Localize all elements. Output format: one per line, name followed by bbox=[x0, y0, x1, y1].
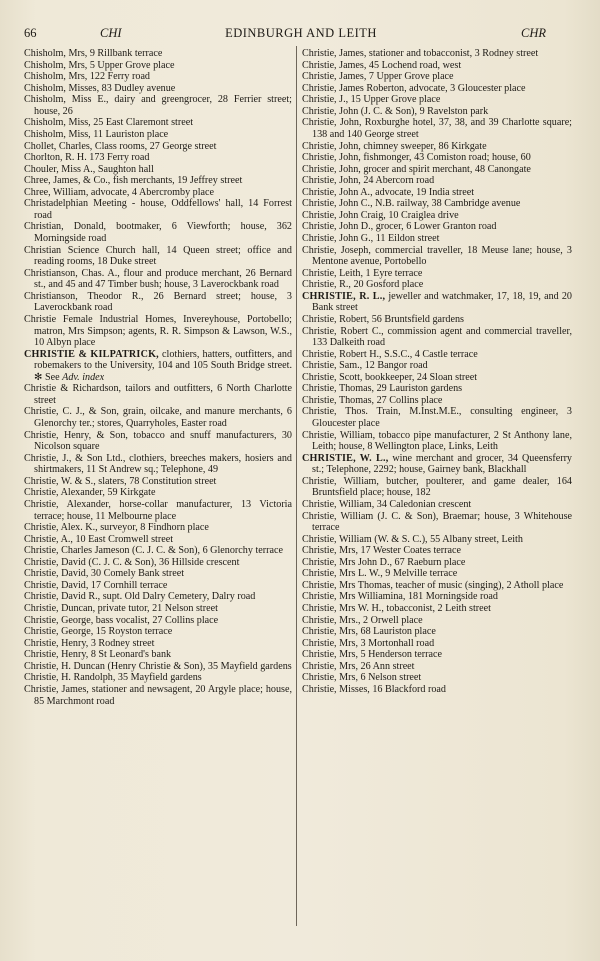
entry-text: Christie, William, butcher, poulterer, and game dealer, 164 Bruntsfield place; house, 182 bbox=[302, 475, 572, 499]
directory-entry bbox=[302, 568, 572, 580]
directory-entry bbox=[302, 511, 572, 534]
entry-text: Christie, James Roberton, advocate, 3 Gloucester place bbox=[302, 82, 526, 94]
entry-text: Christie, Robert C., commission agent and commercial traveller, 133 Dalkeith road bbox=[302, 325, 572, 349]
entry-text: Christie, William (W. & S. C.), 55 Albany street, Leith bbox=[302, 533, 523, 545]
directory-entry bbox=[302, 499, 572, 511]
directory-entry bbox=[24, 557, 292, 569]
directory-entry bbox=[302, 221, 572, 233]
directory-entry bbox=[302, 580, 572, 592]
entry-text: Christie, John Craig, 10 Craiglea drive bbox=[302, 209, 459, 221]
left-running-key: CHI bbox=[100, 26, 122, 40]
directory-entry bbox=[302, 603, 572, 615]
entry-text: Christian, Donald, bootmaker, 6 Viewforth; house, 362 Morningside road bbox=[24, 221, 292, 244]
directory-entry bbox=[24, 661, 292, 673]
entry-italic-note: Adv. index bbox=[62, 371, 105, 383]
entry-text: Christie, H. Randolph, 35 Mayfield gardens bbox=[24, 672, 202, 684]
directory-entry bbox=[302, 198, 572, 210]
entry-text: clothiers, hatters, outfitters, and robemakers to the University, 104 and 105 South Bridge street. ✻ See bbox=[34, 348, 293, 383]
entry-text: Chollet, Charles, Class rooms, 27 George street bbox=[24, 140, 217, 152]
entry-text: Christie, John, grocer and spirit merchant, 48 Canongate bbox=[302, 163, 531, 175]
directory-entry bbox=[24, 453, 292, 476]
entry-text: Christie, H. Duncan (Henry Christie & Son), 35 Mayfield gardens bbox=[24, 660, 292, 672]
directory-entry bbox=[24, 48, 292, 60]
directory-entry bbox=[302, 360, 572, 372]
directory-entry bbox=[24, 649, 292, 661]
entry-text: Christie, Mrs, 3 Mortonhall road bbox=[302, 637, 435, 649]
directory-entry bbox=[302, 672, 572, 684]
directory-entry bbox=[302, 383, 572, 395]
directory-entry bbox=[302, 175, 572, 187]
entry-text: Christie, Duncan, private tutor, 21 Nelson street bbox=[24, 603, 218, 614]
entry-text: Christie, Sam., 12 Bangor road bbox=[302, 360, 428, 372]
entry-text: Christie, David (C. J. C. & Son), 36 Hillside crescent bbox=[24, 556, 240, 568]
directory-entry bbox=[302, 453, 572, 476]
directory-entry bbox=[302, 291, 572, 314]
entry-text: Christie, Robert H., S.S.C., 4 Castle terrace bbox=[302, 348, 478, 360]
directory-entry bbox=[302, 314, 572, 326]
entry-text: Christie, William, tobacco pipe manufacturer, 2 St Anthony lane, Leith; house, 8 Wellington place, Links, Leith bbox=[302, 429, 572, 453]
entry-text: Christie, John, Roxburghe hotel, 37, 38, and 39 Charlotte square; 138 and 140 George street bbox=[302, 117, 572, 140]
directory-entry bbox=[24, 152, 292, 164]
entry-text: Christie, Robert, 56 Bruntsfield gardens bbox=[302, 313, 464, 325]
directory-entry bbox=[24, 83, 292, 95]
directory-entry bbox=[24, 129, 292, 141]
entry-firm-name: CHRISTIE & KILPATRICK, bbox=[24, 348, 159, 360]
entry-text: Christie, George, bass vocalist, 27 Collins place bbox=[24, 614, 219, 626]
directory-entry bbox=[302, 152, 572, 164]
entry-text: Christie, J., 15 Upper Grove place bbox=[302, 94, 441, 106]
directory-entry bbox=[302, 349, 572, 361]
directory-entry bbox=[302, 534, 572, 546]
directory-entry bbox=[302, 661, 572, 673]
entry-text: Chisholm, Mrs, 122 Ferry road bbox=[24, 71, 150, 83]
directory-entry bbox=[302, 117, 572, 140]
directory-entry bbox=[302, 60, 572, 72]
entry-text: Christie, Henry, & Son, tobacco and snuff manufacturers, 30 Nicolson square bbox=[24, 429, 292, 453]
directory-entry bbox=[302, 545, 572, 557]
entry-text: Christie, R., 20 Gosford place bbox=[302, 279, 424, 291]
entry-text: Christie, Alexander, horse-collar manufacturer, 13 Victoria terrace; house, 11 Melbourne place bbox=[24, 498, 292, 522]
entry-text: Christie, Mrs., 2 Orwell place bbox=[302, 614, 423, 626]
entry-text: Christie, Henry, 3 Rodney street bbox=[24, 637, 155, 649]
entry-text: Christie, James, stationer and tobacconist, 3 Rodney street bbox=[302, 48, 539, 59]
directory-entry bbox=[302, 430, 572, 453]
entry-text: Christie, John, fishmonger, 43 Comiston road; house, 60 bbox=[302, 152, 531, 164]
directory-entry bbox=[24, 591, 292, 603]
entry-text: Christie, Scott, bookkeeper, 24 Sloan street bbox=[302, 371, 478, 383]
entry-text: Christie Female Industrial Homes, Invereyhouse, Portobello; matron, Mrs Simpson; agents, R. R. Simpson & Lawson, W.S., 10 Albyn place bbox=[24, 313, 292, 349]
directory-entry bbox=[302, 279, 572, 291]
entry-text: Christie, W. & S., slaters, 78 Constitution street bbox=[24, 475, 217, 487]
directory-entry bbox=[24, 314, 292, 349]
directory-entry bbox=[24, 175, 292, 187]
entry-text: Chisholm, Mrs, 9 Rillbank terrace bbox=[24, 48, 163, 59]
directory-entry bbox=[24, 487, 292, 499]
directory-entry bbox=[302, 476, 572, 499]
directory-entry bbox=[302, 233, 572, 245]
directory-entry bbox=[302, 395, 572, 407]
directory-entry bbox=[302, 48, 572, 60]
entry-text: Chree, James, & Co., fish merchants, 19 Jeffrey street bbox=[24, 175, 243, 187]
directory-entry bbox=[24, 684, 292, 707]
entry-text: Christie, Mrs Williamina, 181 Morningside road bbox=[302, 591, 498, 603]
entry-text: Christie, Thos. Train, M.Inst.M.E., consulting engineer, 3 Gloucester place bbox=[302, 406, 572, 429]
entry-text: Christie, John (J. C. & Son), 9 Ravelston park bbox=[302, 105, 489, 117]
entry-text: Christie, Mrs Thomas, teacher of music (singing), 2 Atholl place bbox=[302, 579, 564, 591]
directory-entry bbox=[302, 141, 572, 153]
entry-text: Christie, Henry, 8 St Leonard's bank bbox=[24, 649, 172, 661]
page-number: 66 bbox=[24, 26, 37, 40]
entry-text: Christie, James, 7 Upper Grove place bbox=[302, 71, 454, 83]
directory-entry bbox=[24, 430, 292, 453]
entry-text: Christie, William (J. C. & Son), Braemar; house, 3 Whitehouse terrace bbox=[302, 510, 572, 534]
entry-text: Christie, Alex. K., surveyor, 8 Findhorn place bbox=[24, 522, 209, 534]
directory-entry bbox=[302, 626, 572, 638]
directory-entry bbox=[24, 638, 292, 650]
directory-entry bbox=[302, 326, 572, 349]
right-running-key: CHR bbox=[521, 26, 546, 40]
directory-entry bbox=[24, 94, 292, 117]
right-column bbox=[302, 48, 572, 696]
directory-entry bbox=[302, 372, 572, 384]
entry-text: Christie, David, 17 Cornhill terrace bbox=[24, 579, 168, 591]
directory-entry bbox=[302, 245, 572, 268]
directory-entry bbox=[302, 406, 572, 429]
entry-text: Christie, John D., grocer, 6 Lower Granton road bbox=[302, 221, 497, 233]
entry-text: Christianson, Chas. A., flour and produce merchant, 26 Bernard st., and 45 and 47 Timber bush; house, 3 Laverockbank road bbox=[24, 267, 292, 291]
entry-firm-name: CHRISTIE, R. L., bbox=[302, 290, 386, 302]
entry-text: Christie, John, 24 Abercorn road bbox=[302, 175, 435, 187]
entry-text: Chorlton, R. H. 173 Ferry road bbox=[24, 152, 150, 164]
entry-text: Chisholm, Misses, 83 Dudley avenue bbox=[24, 82, 176, 94]
directory-entry bbox=[302, 94, 572, 106]
directory-entry bbox=[302, 71, 572, 83]
entry-text: Christie, William, 34 Caledonian crescent bbox=[302, 498, 472, 510]
directory-entry bbox=[24, 117, 292, 129]
entry-text: Christie, Mrs, 26 Ann street bbox=[302, 660, 415, 672]
entry-text: Christie, J., & Son Ltd., clothiers, breeches makers, hosiers and shirtmakers, 11 St Andrew sq.; Telephone, 49 bbox=[24, 452, 292, 476]
directory-entry bbox=[24, 60, 292, 72]
entry-text: Christie, John, chimney sweeper, 86 Kirkgate bbox=[302, 140, 487, 152]
directory-entry bbox=[24, 164, 292, 176]
directory-entry bbox=[302, 638, 572, 650]
entry-text: Christie, George, 15 Royston terrace bbox=[24, 626, 173, 638]
entry-text: Christie, Mrs, 6 Nelson street bbox=[302, 672, 422, 684]
directory-entry bbox=[24, 268, 292, 291]
entry-text: Christie, David, 30 Comely Bank street bbox=[24, 568, 185, 580]
entry-text: Christie, Charles Jameson (C. J. C. & Son), 6 Glenorchy terrace bbox=[24, 545, 283, 557]
entry-text: Christie, Mrs, 5 Henderson terrace bbox=[302, 649, 443, 661]
page-title: EDINBURGH AND LEITH bbox=[225, 26, 377, 40]
entry-text: Christie, Joseph, commercial traveller, 18 Meuse lane; house, 3 Mentone avenue, Portobello bbox=[302, 244, 572, 268]
directory-entry bbox=[302, 684, 572, 696]
entry-text: Chisholm, Miss, 25 East Claremont street bbox=[24, 117, 194, 129]
directory-entry bbox=[302, 649, 572, 661]
entry-text: Chisholm, Mrs, 5 Upper Grove place bbox=[24, 59, 175, 71]
directory-entry bbox=[302, 83, 572, 95]
entry-text: Christie, Alexander, 59 Kirkgate bbox=[24, 487, 156, 499]
column-divider bbox=[296, 46, 297, 926]
entry-text: Chouler, Miss A., Saughton hall bbox=[24, 163, 154, 175]
entry-text: wine merchant and grocer, 34 Queensferry st.; Telephone, 2292; house, Gairney bank, Blackhall bbox=[312, 452, 572, 476]
directory-entry bbox=[24, 603, 292, 615]
entry-text: Chisholm, Miss, 11 Lauriston place bbox=[24, 128, 169, 140]
entry-text: Christie, Mrs W. H., tobacconist, 2 Leith street bbox=[302, 603, 491, 614]
directory-entry bbox=[24, 71, 292, 83]
directory-entry bbox=[24, 291, 292, 314]
entry-text: Christie, C. J., & Son, grain, oilcake, and manure merchants, 6 Glenorchy ter.; stores, Quarryholes, Easter road bbox=[24, 406, 292, 429]
entry-text: Christianson, Theodor R., 26 Bernard street; house, 3 Laverockbank road bbox=[24, 290, 292, 314]
entry-text: Christie, David R., supt. Old Dalry Cemetery, Dalry road bbox=[24, 591, 256, 603]
directory-entry bbox=[24, 545, 292, 557]
directory-entry bbox=[24, 615, 292, 627]
directory-entry bbox=[24, 580, 292, 592]
directory-entry bbox=[24, 187, 292, 199]
directory-entry bbox=[302, 557, 572, 569]
entry-text: Christian Science Church hall, 14 Queen street; office and reading rooms, 18 Duke street bbox=[24, 244, 292, 268]
entry-text: Christie, Thomas, 29 Lauriston gardens bbox=[302, 383, 463, 395]
directory-entry bbox=[24, 568, 292, 580]
directory-entry bbox=[24, 245, 292, 268]
directory-entry bbox=[24, 349, 292, 384]
entry-text: Christie, Thomas, 27 Collins place bbox=[302, 394, 443, 406]
directory-entry bbox=[24, 383, 292, 406]
directory-entry bbox=[24, 626, 292, 638]
page-header bbox=[24, 26, 578, 42]
entry-text: Christadelphian Meeting - house, Oddfellows' hall, 14 Forrest road bbox=[24, 198, 292, 221]
entry-text: Christie, John A., advocate, 19 India street bbox=[302, 186, 475, 198]
directory-entry bbox=[302, 268, 572, 280]
directory-entry bbox=[302, 210, 572, 222]
directory-entry bbox=[24, 534, 292, 546]
directory-entry bbox=[24, 406, 292, 429]
entry-text: Christie, John C., N.B. railway, 38 Cambridge avenue bbox=[302, 198, 521, 210]
directory-entry bbox=[302, 591, 572, 603]
directory-entry bbox=[24, 221, 292, 244]
entry-text: Christie, Misses, 16 Blackford road bbox=[302, 683, 446, 695]
entry-firm-name: CHRISTIE, W. L., bbox=[302, 452, 389, 464]
directory-entry bbox=[302, 164, 572, 176]
directory-entry bbox=[24, 476, 292, 488]
directory-entry bbox=[302, 187, 572, 199]
entry-text: Christie, James, 45 Lochend road, west bbox=[302, 59, 462, 71]
directory-entry bbox=[24, 522, 292, 534]
directory-entry bbox=[24, 141, 292, 153]
directory-entry bbox=[24, 499, 292, 522]
entry-text: Christie, Mrs L. W., 9 Melville terrace bbox=[302, 568, 458, 580]
entry-text: Christie, A., 10 East Cromwell street bbox=[24, 533, 174, 545]
entry-text: Christie, Mrs, 68 Lauriston place bbox=[302, 626, 436, 638]
entry-text: Christie, Leith, 1 Eyre terrace bbox=[302, 267, 423, 279]
directory-entry bbox=[24, 198, 292, 221]
entry-text: Chisholm, Miss E., dairy and greengrocer, 28 Ferrier street; house, 26 bbox=[24, 94, 292, 117]
directory-entry bbox=[24, 672, 292, 684]
entry-text: Christie & Richardson, tailors and outfitters, 6 North Charlotte street bbox=[24, 383, 292, 406]
entry-text: Chree, William, advocate, 4 Abercromby place bbox=[24, 186, 215, 198]
left-column bbox=[24, 48, 292, 707]
entry-text: Christie, Mrs, 17 Wester Coates terrace bbox=[302, 545, 461, 557]
entry-text: jeweller and watchmaker, 17, 18, 19, and 20 Bank street bbox=[312, 290, 572, 314]
directory-entry bbox=[302, 615, 572, 627]
entry-text: Christie, James, stationer and newsagent, 20 Argyle place; house, 85 Marchmont road bbox=[24, 683, 292, 707]
directory-entry bbox=[302, 106, 572, 118]
entry-text: Christie, John G., 11 Eildon street bbox=[302, 233, 440, 244]
entry-text: Christie, Mrs John D., 67 Raeburn place bbox=[302, 556, 466, 568]
